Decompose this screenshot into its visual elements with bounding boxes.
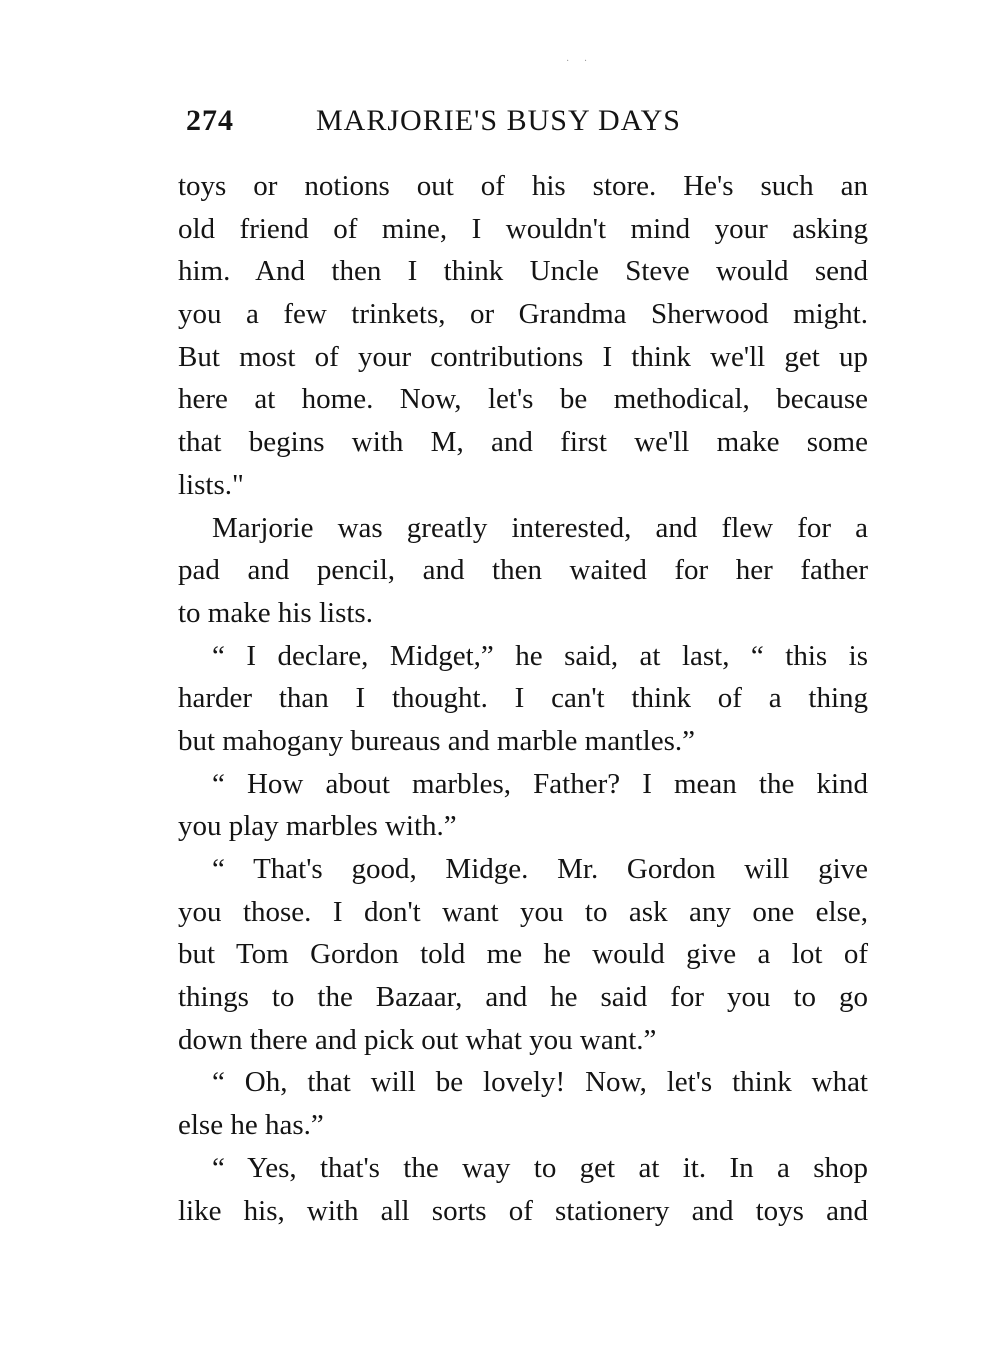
text-line: down there and pick out what you want.”: [178, 1023, 657, 1056]
text-line: you those. I don't want you to ask any one else,: [178, 895, 868, 928]
text-line: “ I declare, Midget,” he said, at last, “ this is: [212, 639, 868, 672]
text-line: things to the Bazaar, and he said for you to go: [178, 981, 868, 1014]
text-line: But most of your contributions I think we'll get up: [178, 340, 868, 373]
text-line: here at home. Now, let's be methodical, because: [178, 383, 868, 416]
text-line: else he has.”: [178, 1109, 324, 1142]
text-line: you a few trinkets, or Grandma Sherwood might.: [178, 298, 868, 331]
text-line: lists.": [178, 468, 244, 501]
text-line: “ How about marbles, Father? I mean the kind: [212, 767, 868, 800]
text-line: harder than I thought. I can't think of a thing: [178, 682, 868, 715]
scan-speck: · ·: [566, 56, 594, 67]
text-line: him. And then I think Uncle Steve would send: [178, 255, 868, 288]
text-line: Marjorie was greatly interested, and flew for a: [212, 511, 868, 544]
text-line: “ Yes, that's the way to get at it. In a shop: [212, 1151, 868, 1184]
text-line: pad and pencil, and then waited for her father: [178, 554, 868, 587]
text-line: “ That's good, Midge. Mr. Gordon will give: [212, 853, 868, 885]
text-line: “ Oh, that will be lovely! Now, let's think what: [212, 1066, 868, 1099]
text-line: old friend of mine, I wouldn't mind your asking: [178, 212, 868, 245]
text-line: but mahogany bureaus and marble mantles.”: [178, 724, 696, 757]
text-line: that begins with M, and first we'll make some: [178, 426, 868, 459]
text-line: like his, with all sorts of stationery and toys and: [178, 1194, 868, 1227]
text-line: you play marbles with.”: [178, 810, 457, 843]
running-title: MARJORIE'S BUSY DAYS: [316, 104, 681, 137]
text-line: to make his lists.: [178, 596, 373, 629]
body-text: [178, 165, 868, 1232]
page-number: 274: [186, 104, 234, 137]
page-header: [186, 104, 746, 144]
text-line: toys or notions out of his store. He's such an: [178, 170, 868, 202]
text-line: but Tom Gordon told me he would give a lot of: [178, 938, 868, 971]
